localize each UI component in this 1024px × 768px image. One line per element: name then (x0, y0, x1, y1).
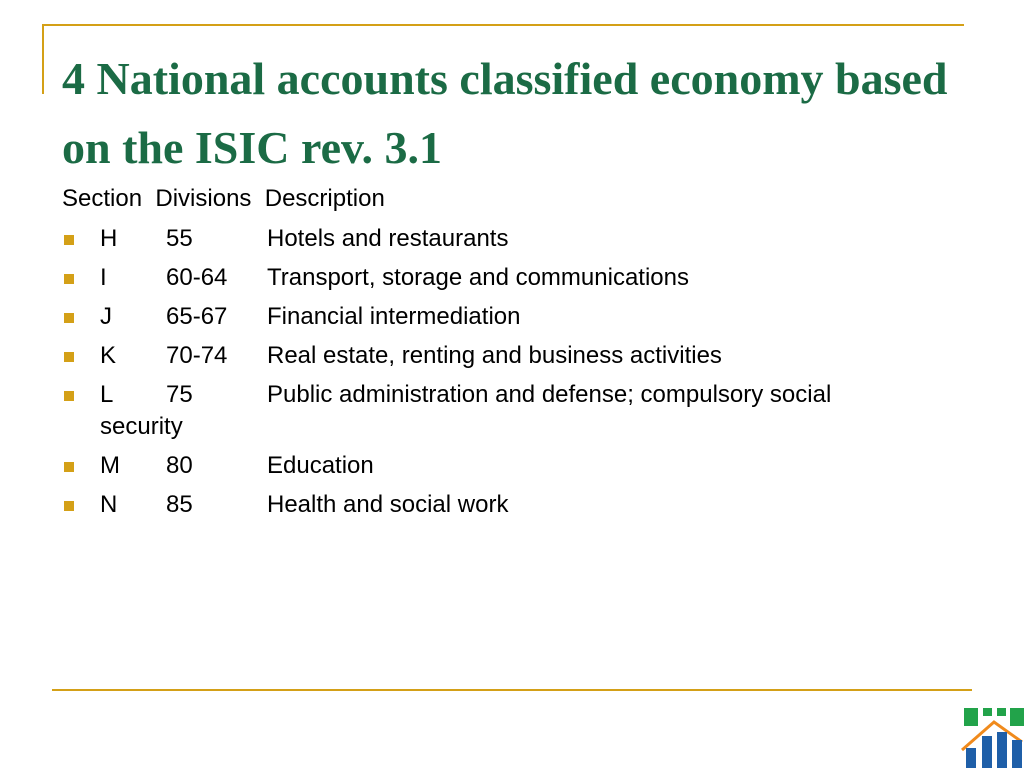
bullet-icon (64, 462, 74, 472)
list-item (0, 340, 1024, 372)
section-description: Hotels and restaurants (267, 225, 509, 252)
frame-bottom-line (52, 689, 972, 691)
list-item (0, 489, 1024, 521)
division-range: 70-74 (166, 342, 228, 369)
section-description: Financial intermediation (267, 303, 521, 330)
section-code: H (100, 225, 118, 252)
statistics-office-logo-icon (960, 706, 1024, 768)
section-code: J (100, 303, 112, 330)
section-code: I (100, 264, 107, 291)
section-description: Education (267, 452, 374, 479)
section-code: M (100, 452, 120, 479)
frame-left-line (42, 24, 44, 94)
division-range: 75 (166, 381, 193, 408)
list-item (0, 450, 1024, 482)
section-description: Real estate, renting and business activities (267, 342, 722, 369)
slide-title: 4 National accounts classified economy based on the ISIC rev. 3.1 (62, 53, 948, 173)
division-range: 80 (166, 452, 193, 479)
bullet-icon (64, 313, 74, 323)
bullet-icon (64, 274, 74, 284)
bullet-icon (64, 391, 74, 401)
list-item (0, 301, 1024, 333)
bullet-icon (64, 235, 74, 245)
isic-sections-list (0, 223, 1024, 528)
section-description: Transport, storage and communications (267, 264, 689, 291)
list-item (0, 379, 1024, 443)
section-code: K (100, 342, 117, 369)
list-item (0, 262, 1024, 294)
bullet-icon (64, 501, 74, 511)
list-item (0, 223, 1024, 255)
table-header: Section Divisions Description (62, 185, 385, 212)
section-description: Public administration and defense; compulsory social security (100, 381, 832, 440)
frame-top-line (42, 24, 964, 26)
division-range: 55 (166, 225, 193, 252)
division-range: 85 (166, 491, 193, 518)
bullet-icon (64, 352, 74, 362)
division-range: 60-64 (166, 264, 228, 291)
section-code: N (100, 491, 118, 518)
section-code: L (100, 381, 114, 408)
division-range: 65-67 (166, 303, 228, 330)
section-description: Health and social work (267, 491, 509, 518)
